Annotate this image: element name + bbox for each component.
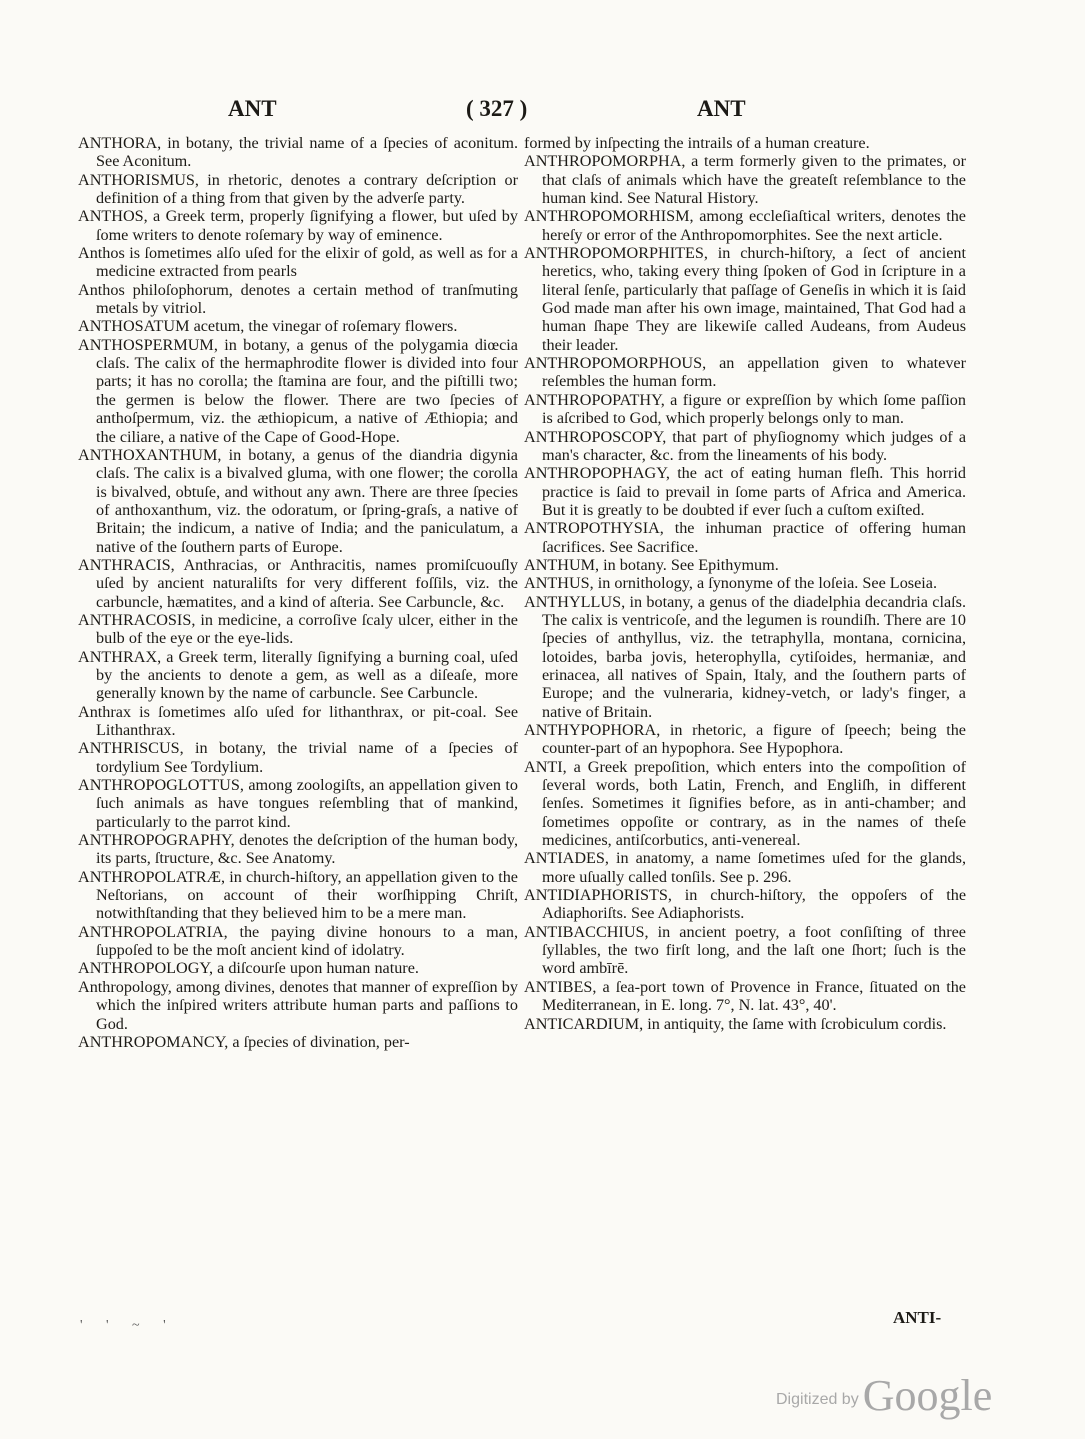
entry: ANTHOSATUM acetum, the vinegar of roſemary flowers. (78, 317, 458, 336)
google-logo: Google (862, 1371, 993, 1420)
entry: ANTHRACOSIS, in medicine, a corroſive ſcaly ulcer, either in the bulb of the eye or the eye-lids. (78, 610, 518, 648)
entry: ANTIDIAPHORISTS, in church-hiſtory, the oppoſers of the Adiaphoriſts. See Adiaphorists. (524, 886, 966, 923)
entry: ANTHOSPERMUM, in botany, a genus of the polygamia diœcia claſs. The calix of the hermaphrodite flower is divided into four parts; it has no corolla; the ſtamina are four, and the piſtilli two; the germen is below the flower. There are two ſpecies of anthoſpermum, viz. the æthiopicum, a native of Æthiopia; and the ciliare, a native of the Cape of Good-Hope. (78, 335, 518, 446)
entry: ANTHROPOMORHISM, among eccleſiaſtical writers, denotes the hereſy or error of the Anthropomorphites. See the next article. (524, 207, 966, 244)
footer-marks: ' ' ~ ' (80, 1318, 176, 1333)
google-watermark (776, 1370, 992, 1422)
entry: ANTHRISCUS, in botany, the trivial name of a ſpecies of tordylium See Tordylium. (78, 739, 518, 776)
watermark-prefix: Digitized by (776, 1391, 859, 1408)
entry: ANTHYPOPHORA, in rhetoric, a figure of ſpeech; being the counter-part of an hypophora. See Hypophora. (524, 721, 966, 758)
entry: ANTHROPOMORPHOUS, an appellation given to whatever reſembles the human form. (524, 354, 966, 391)
entry: ANTHROPOLATRIA, the paying divine honours to a man, ſuppoſed to be the moſt ancient kind of idolatry. (78, 922, 518, 960)
running-head-right: ANT (697, 96, 746, 121)
entry: ANTHROPOGLOTTUS, among zoologiſts, an appellation given to ſuch animals as have tongues reſembling that of mankind, particularly to the parrot kind. (78, 776, 518, 831)
entry: ANTHROPOLATRÆ, in church-hiſtory, an appellation given to the Neſtorians, on account of their worſhipping Chriſt, notwithſtanding that they believed him to be a mere man. (78, 867, 518, 923)
running-head (0, 96, 1085, 130)
entry: ANTHROPOLOGY, a diſcourſe upon human nature. (78, 959, 419, 978)
catchword: ANTI- (893, 1308, 942, 1327)
entry: ANTIBACCHIUS, in ancient poetry, a foot conſiſting of three ſyllables, the two firſt long, and the laſt one ſhort; ſuch is the word ambīrē. (524, 922, 966, 978)
entry: Anthropology, among divines, denotes that manner of expreſſion by which the inſpired writers attribute human parts and paſſions to God. (78, 977, 518, 1033)
entry: ANTHOXANTHUM, in botany, a genus of the diandria digynia claſs. The calix is a bivalved gluma, with one flower; the corolla is bivalved, obtuſe, and without any awn. There are three ſpecies of anthoxanthum, viz. the odoratum, or ſpring-graſs, a native of Britain; the indicum, a native of India; and the paniculatum, a native of the ſouthern parts of Europe. (78, 445, 518, 556)
page-number: ( 327 ) (466, 96, 528, 121)
left-column (78, 134, 518, 1051)
entry: ANTHROPOGRAPHY, denotes the deſcription of the human body, its parts, ſtructure, &c. See Anatomy. (78, 831, 518, 868)
entry: ANTHRAX, a Greek term, literally ſignifying a burning coal, uſed by the ancients to denote a gem, as well as a diſeaſe, more generally known by the name of carbuncle. See Carbuncle. (78, 647, 518, 703)
entry: ANTHORISMUS, in rhetoric, denotes a contrary deſcription or definition of a thing from that given by the adverſe party. (78, 170, 518, 208)
entry: ANTIBES, a ſea-port town of Provence in France, ſituated on the Mediterranean, in E. long. 7°, N. lat. 43°, 40'. (524, 977, 966, 1015)
entry: ANTHRACIS, Anthracias, or Anthracitis, names promiſcuouſly uſed by ancient naturaliſts for very different foſſils, viz. the carbuncle, hæmatites, and a kind of aſteria. See Carbuncle, &c. (78, 555, 518, 611)
right-column (524, 134, 966, 1033)
entry: ANTHROPOPHAGY, the act of eating human fleſh. This horrid practice is ſaid to prevail in ſome parts of Africa and America. But it is greatly to be doubted if ever ſuch a cuſtom exiſted. (524, 464, 966, 519)
entry: Anthrax is ſometimes alſo uſed for lithanthrax, or pit-coal. See Lithanthrax. (78, 702, 518, 739)
entry: ANTHORA, in botany, the trivial name of a ſpecies of aconitum. See Aconitum. (78, 134, 518, 171)
entry: formed by inſpecting the intrails of a human creature. (524, 134, 870, 152)
entry: ANTI, a Greek prepoſition, which enters into the compoſition of ſeveral words, both Latin, French, and Engliſh, in different ſenſes. Sometimes it ſignifies before, as in anti-chamber; and ſometimes oppoſite or contrary, as in the names of theſe medicines, antiſcorbutics, anti-venereal. (524, 757, 966, 850)
entry: ANTHROPOSCOPY, that part of phyſiognomy which judges of a man's character, &c. from the lineaments of his body. (524, 427, 966, 464)
entry: Anthos is ſometimes alſo uſed for the elixir of gold, as well as for a medicine extracted from pearls (78, 244, 518, 281)
entry: ANTROPOTHYSIA, the inhuman practice of offering human ſacrifices. See Sacrifice. (524, 519, 966, 556)
entry: ANTHUM, in botany. See Epithymum. (524, 555, 779, 574)
entry: ANTHROPOMORPHITES, in church-hiſtory, a ſect of ancient heretics, who, taking every thing ſpoken of God in ſcripture in a literal ſenſe, particularly that paſſage of Geneſis in which it is ſaid God made man after his own image, maintained, That God had a human ſhape They are likewiſe called Audeans, from Audeus their leader. (524, 244, 966, 354)
running-head-left: ANT (228, 96, 277, 121)
entry: ANTHROPOMORPHA, a term formerly given to the primates, or that claſs of animals which have the greateſt reſemblance to the human kind. See Natural History. (524, 152, 966, 208)
entry: ANTHUS, in ornithology, a ſynonyme of the loſeia. See Loseia. (524, 574, 938, 593)
entry: ANTHOS, a Greek term, properly ſignifying a flower, but uſed by ſome writers to denote roſemary by way of eminence. (78, 207, 518, 244)
entry: ANTHROPOPATHY, a figure or expreſſion by which ſome paſſion is aſcribed to God, which properly belongs only to man. (524, 390, 966, 428)
entry: ANTICARDIUM, in antiquity, the ſame with ſcrobiculum cordis. (524, 1014, 947, 1033)
entry: ANTHROPOMANCY, a ſpecies of divination, per- (78, 1032, 410, 1051)
entry: ANTIADES, in anatomy, a name ſometimes uſed for the glands, more uſually called tonſils. See p. 296. (524, 849, 966, 886)
entry: Anthos philoſophorum, denotes a certain method of tranſmuting metals by vitriol. (78, 280, 518, 318)
entry: ANTHYLLUS, in botany, a genus of the diadelphia decandria claſs. The calix is ventricoſe, and the legumen is roundiſh. There are 10 ſpecies of anthyllus, viz. the tetraphylla, montana, cornicina, lotoides, barba jovis, heterophylla, cytiſoides, hermaniæ, and erinacea, all natives of Spain, Italy, and the ſouthern parts of Europe; and the vulneraria, kidney-vetch, or lady's finger, a native of Britain. (524, 592, 966, 721)
